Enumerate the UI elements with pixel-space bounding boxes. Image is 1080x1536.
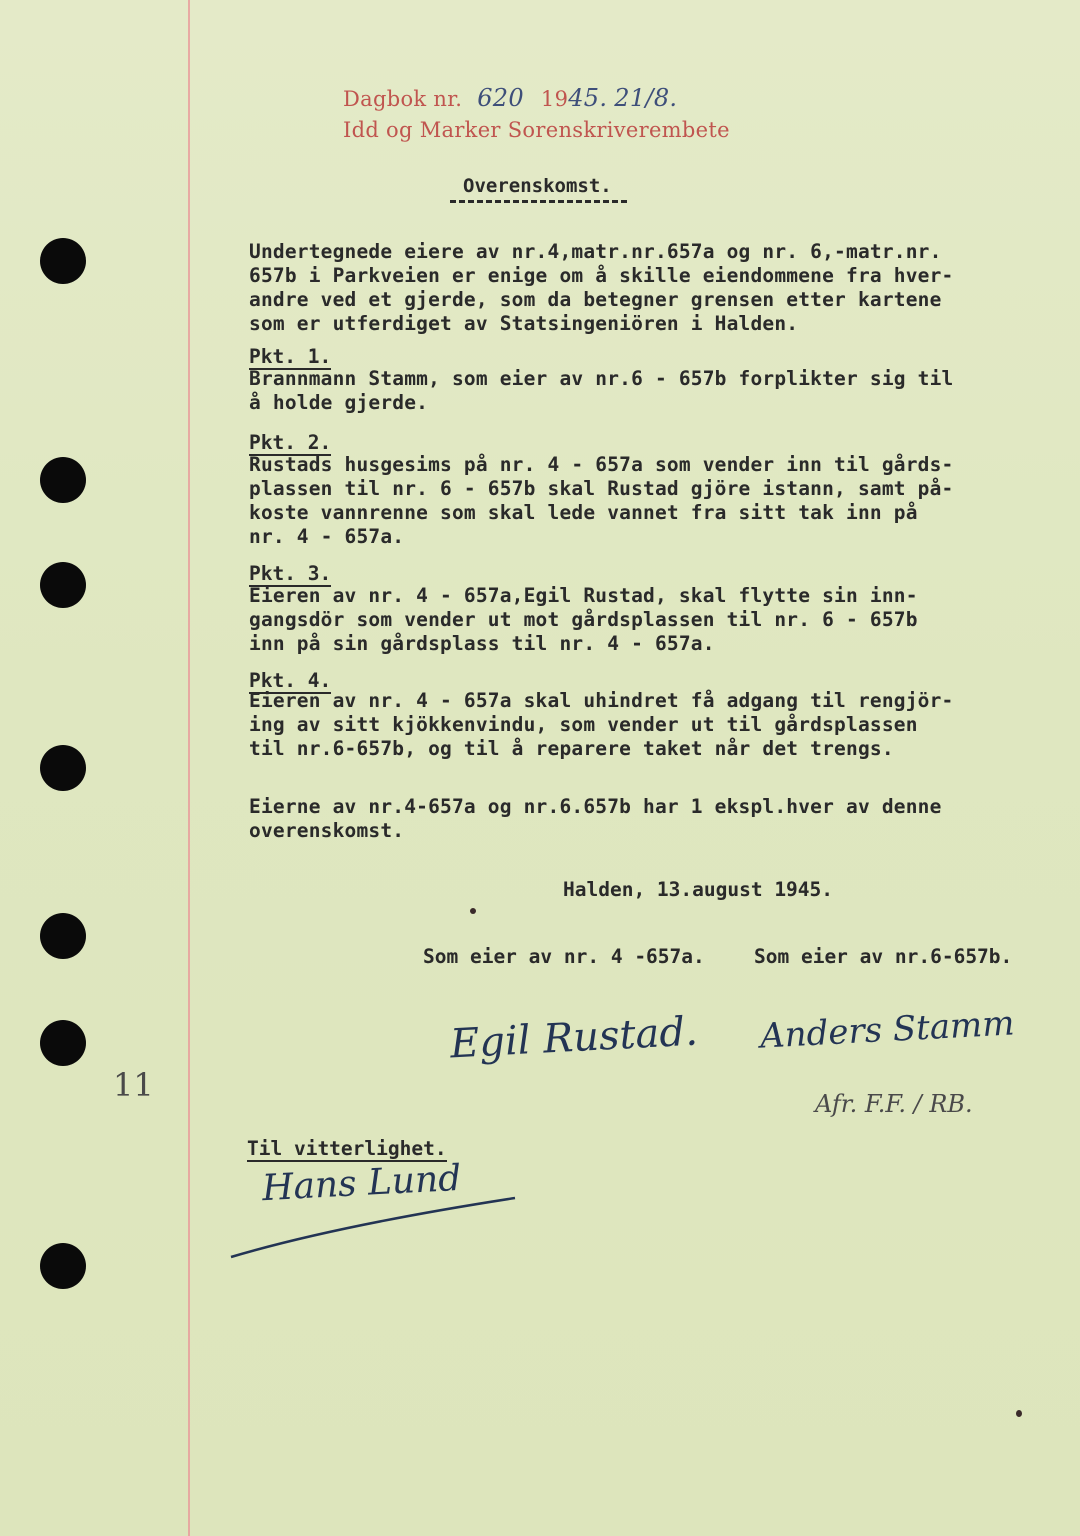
owner-a-label: Som eier av nr. 4 -657a.	[423, 945, 705, 968]
ink-dot	[1016, 1410, 1022, 1417]
title-underline	[450, 200, 627, 203]
year-suffix: 45.	[568, 84, 608, 112]
witness-label: Til vitterlighet.	[247, 1137, 447, 1160]
document-title: Overenskomst.	[463, 175, 612, 197]
punch-hole-7	[40, 1243, 86, 1289]
signature-anders-stamm: Anders Stamm	[759, 1003, 1016, 1057]
witness-signature-underline	[225, 1195, 525, 1275]
red-margin-line	[188, 0, 190, 1536]
point-2-label: Pkt. 2.	[249, 431, 332, 454]
point-4-label: Pkt. 4.	[249, 669, 332, 692]
dagbok-label: Dagbok nr.	[343, 87, 463, 111]
margin-pencil-mark: 11	[113, 1066, 154, 1104]
dagbok-number: 620	[477, 84, 524, 112]
punch-hole-6	[40, 1020, 86, 1066]
punch-hole-4	[40, 745, 86, 791]
intro-paragraph: Undertegnede eiere av nr.4,matr.nr.657a og nr. 6,-matr.nr. 657b i Parkveien er enige om å skille eiendommene fra hver- andre ved et gjerde, som da betegner grensen etter kartene som er utferdiget av Statsingeniören i Halden.	[249, 240, 954, 335]
date-handwritten: 21/8.	[614, 84, 678, 112]
punch-hole-1	[40, 238, 86, 284]
point-1-label: Pkt. 1.	[249, 345, 332, 368]
ink-dot	[470, 908, 476, 914]
punch-hole-3	[40, 562, 86, 608]
signature-egil-rustad: Egil Rustad.	[448, 1008, 699, 1068]
punch-hole-2	[40, 457, 86, 503]
pencil-note: Afr. F.F. / RB.	[815, 1090, 973, 1118]
dagbok-stamp	[343, 84, 677, 112]
place-date: Halden, 13.august 1945.	[563, 878, 834, 901]
point-1-text: Brannmann Stamm, som eier av nr.6 - 657b forplikter sig til å holde gjerde.	[249, 367, 954, 414]
punch-hole-5	[40, 913, 86, 959]
year-prefix: 19	[540, 87, 569, 111]
closing-paragraph: Eierne av nr.4-657a og nr.6.657b har 1 ekspl.hver av denne overenskomst.	[249, 795, 942, 842]
point-4-text: Eieren av nr. 4 - 657a skal uhindret få adgang til rengjör- ing av sitt kjökkenvindu, som vender ut til gårdsplassen til nr.6-657b, og til å reparere taket når det trengs.	[249, 689, 954, 760]
owner-b-label: Som eier av nr.6-657b.	[754, 945, 1013, 968]
point-3-text: Eieren av nr. 4 - 657a,Egil Rustad, skal flytte sin inn- gangsdör som vender ut mot gårdsplassen til nr. 6 - 657b inn på sin gårdsplass til nr. 4 - 657a.	[249, 584, 918, 655]
point-2-text: Rustads husgesims på nr. 4 - 657a som vender inn til gårds- plassen til nr. 6 - 657b skal Rustad gjöre istann, samt på- koste vannrenne som skal lede vannet fra sitt tak inn på nr. 4 - 657a.	[249, 453, 954, 548]
witness-signature: Hans Lund	[261, 1157, 463, 1210]
office-stamp: Idd og Marker Sorenskriverembete	[343, 118, 730, 142]
point-3-label: Pkt. 3.	[249, 562, 332, 585]
